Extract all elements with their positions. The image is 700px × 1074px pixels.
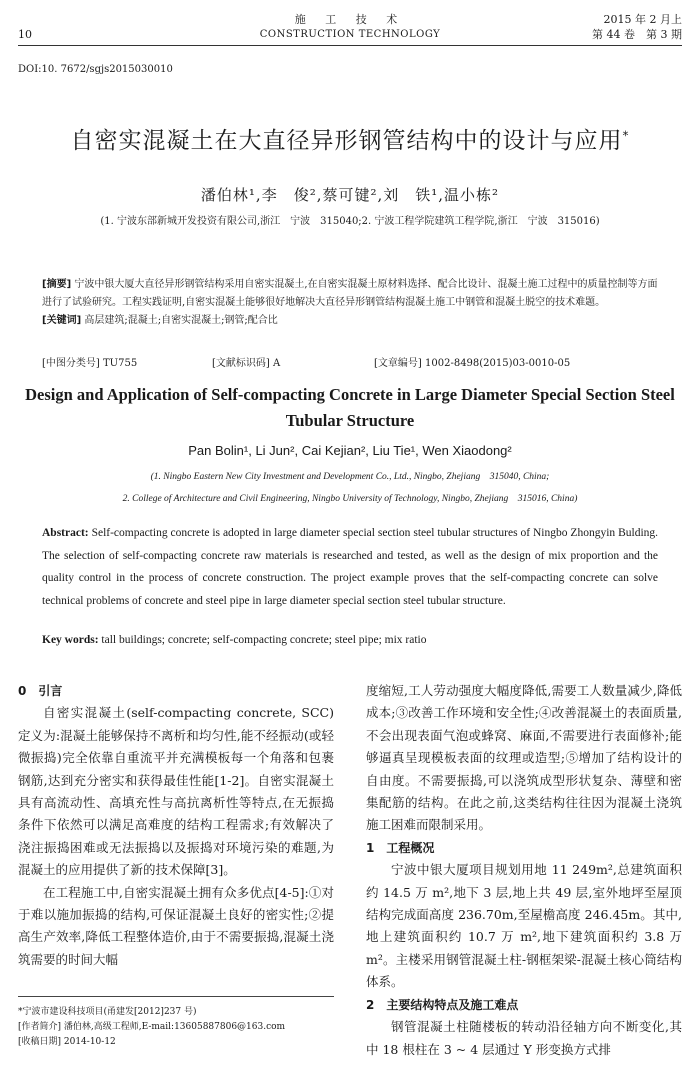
title-en: Design and Application of Self-compacting Concrete in Large Diameter Special Section Steel Tubular Structure — [25, 385, 675, 430]
paragraph: 宁波中银大厦项目规划用地 11 249m²,总建筑面积约 14.5 万 m²,地下 3 层,地上共 49 层,室外地坪至屋顶结构完成面高度 236.70m,至屋檐高度 246.45m。其中,地上建筑面积约 10.7 万 m²,地下建筑面积约 3.8 万 m²。主楼采用钢管混凝土柱-钢框架梁-混凝土核心筒结构体系。 — [366, 862, 682, 990]
issue-volume: 第 44 卷 第 3 期 — [592, 28, 682, 41]
body-column-right — [366, 680, 682, 1061]
abstract-en — [42, 522, 658, 612]
paragraph: 在工程施工中,自密实混凝土拥有众多优点[4-5]:①对于难以施加振捣的结构,可保证混凝土良好的密实性;②提高生产效率,降低工程整体造价,由于不需要振捣,混凝土浇筑需要的时间大幅 — [18, 884, 334, 967]
title-footnote-mark: * — [622, 128, 630, 143]
title-cn — [0, 122, 700, 155]
authors-en: Pan Bolin¹, Li Jun², Cai Kejian², Liu Tie¹, Wen Xiaodong² — [188, 443, 512, 458]
paragraph: 钢管混凝土柱随楼板的转动沿径轴方向不断变化,其中 18 根柱在 3 ~ 4 层通过 Y 形变换方式排 — [366, 1019, 682, 1057]
journal-name — [18, 12, 682, 42]
doc-code-label: [文献标识码] — [212, 358, 270, 369]
affiliation-en-1: (1. Ningbo Eastern New City Investment and Development Co., Ltd., Ningbo, Zhejiang 315040, China; — [150, 472, 550, 482]
footnote — [18, 996, 334, 1050]
paragraph: 自密实混凝土(self-compacting concrete, SCC)定义为:混凝土能够保持不离析和均匀性,能不经振动(或轻微振捣)完全依靠自重流平并充满模板每一个角落和包裹钢筋,达到充分密实和获得最佳性能[1-2]。自密实混凝土具有高流动性、高填充性与高抗离析性等特点,在无振捣条件下依然可以满足高难度的结构工程需求;有效解决了浇注振捣困难或无法振捣以及振捣对环境污染的难题,为混凝土的应用提供了新的技术保障[3]。 — [18, 705, 334, 878]
section-heading-project-overview: 1 工程概况 — [366, 840, 435, 855]
doc-code-value: A — [273, 358, 281, 369]
clc-value: TU755 — [103, 358, 138, 369]
issue-date: 2015 年 2 月上 — [603, 13, 682, 26]
article-number — [374, 354, 570, 369]
section-heading-structure-features: 2 主要结构特点及施工难点 — [366, 997, 519, 1012]
keywords-cn: 高层建筑;混凝土;自密实混凝土;钢管;配合比 — [84, 315, 278, 326]
keywords-en-text: tall buildings; concrete; self-compacting concrete; steel pipe; mix ratio — [101, 634, 427, 646]
affiliation-en — [0, 466, 700, 510]
abstract-cn — [42, 276, 658, 330]
abstract-en-text: Self-compacting concrete is adopted in large diameter special section steel tubular structures of Ningbo Zhongyin Bulding. The selection of self-compacting concrete raw materials is researched and tested, as well as the design of mix proportion and the quality control in the process of concrete construction. The project example proves that the self-compacting concrete can solve technical problems of concrete and steel pipe in large diameter special section steel tubular structure. — [42, 527, 659, 607]
article-number-value: 1002-8498(2015)03-0010-05 — [425, 358, 571, 369]
doc-code — [212, 354, 374, 369]
keywords-en — [42, 634, 658, 646]
title-cn-text: 自密实混凝土在大直径异形钢管结构中的设计与应用 — [70, 128, 623, 154]
keywords-en-label: Key words: — [42, 634, 99, 646]
footnote-author: [作者简介] 潘伯林,高级工程师,E-mail:13605887806@163.com — [18, 1022, 286, 1032]
page-number: 10 — [18, 28, 32, 41]
affiliation-cn: (1. 宁波东部新城开发投资有限公司,浙江 宁波 315040;2. 宁波工程学院建筑工程学院,浙江 宁波 315016) — [100, 216, 600, 227]
issue-info — [592, 12, 682, 42]
clc-label: [中图分类号] — [42, 358, 100, 369]
clc — [42, 354, 212, 369]
footnote-received: [收稿日期] 2014-10-12 — [18, 1037, 116, 1047]
keywords-cn-label: [关键词] — [42, 315, 82, 326]
doi: DOI:10. 7672/sgjs2015030010 — [18, 64, 173, 75]
journal-name-cn: 施 工 技 术 — [294, 13, 406, 26]
abstract-cn-text: 宁波中银大厦大直径异形钢管结构采用自密实混凝土,在自密实混凝土原材料选择、配合比设计、混凝土施工过程中的质量控制等方面进行了试验研究。工程实践证明,自密实混凝土能够很好地解决大直径异形钢管结构混凝土施工中钢管和混凝土脱空的技术难题。 — [42, 279, 658, 308]
section-heading-introduction: 0 引言 — [18, 684, 63, 698]
authors-cn: 潘伯林¹,李 俊²,蔡可键²,刘 铁¹,温小栋² — [200, 186, 500, 204]
body-column-left — [18, 680, 334, 971]
classification-row — [42, 354, 658, 369]
article-number-label: [文章编号] — [374, 358, 422, 369]
abstract-cn-label: [摘要] — [42, 279, 72, 290]
footnote-fund: *宁波市建设科技项目(甬建发[2012]237 号) — [18, 1007, 197, 1017]
journal-name-en: CONSTRUCTION TECHNOLOGY — [259, 29, 441, 40]
page-header — [18, 10, 682, 46]
affiliation-en-2: 2. College of Architecture and Civil Engineering, Ningbo University of Technology, Ningbo, Zhejiang 315016, China) — [122, 494, 578, 504]
paragraph: 度缩短,工人劳动强度大幅度降低,需要工人数量减少,降低成本;③改善工作环境和安全性;④改善混凝土的表面质量,不会出现表面气泡或蜂窝、麻面,不需要进行表面修补;能够逼真呈现模板表面的纹理或造型;⑤增加了结构设计的自由度。不需要振捣,可以浇筑成型形状复杂、薄壁和密集配筋的结构。在此之前,这类结构往往因为混凝土浇筑施工困难而限制采用。 — [366, 683, 682, 833]
abstract-en-label: Abstract: — [42, 527, 89, 539]
